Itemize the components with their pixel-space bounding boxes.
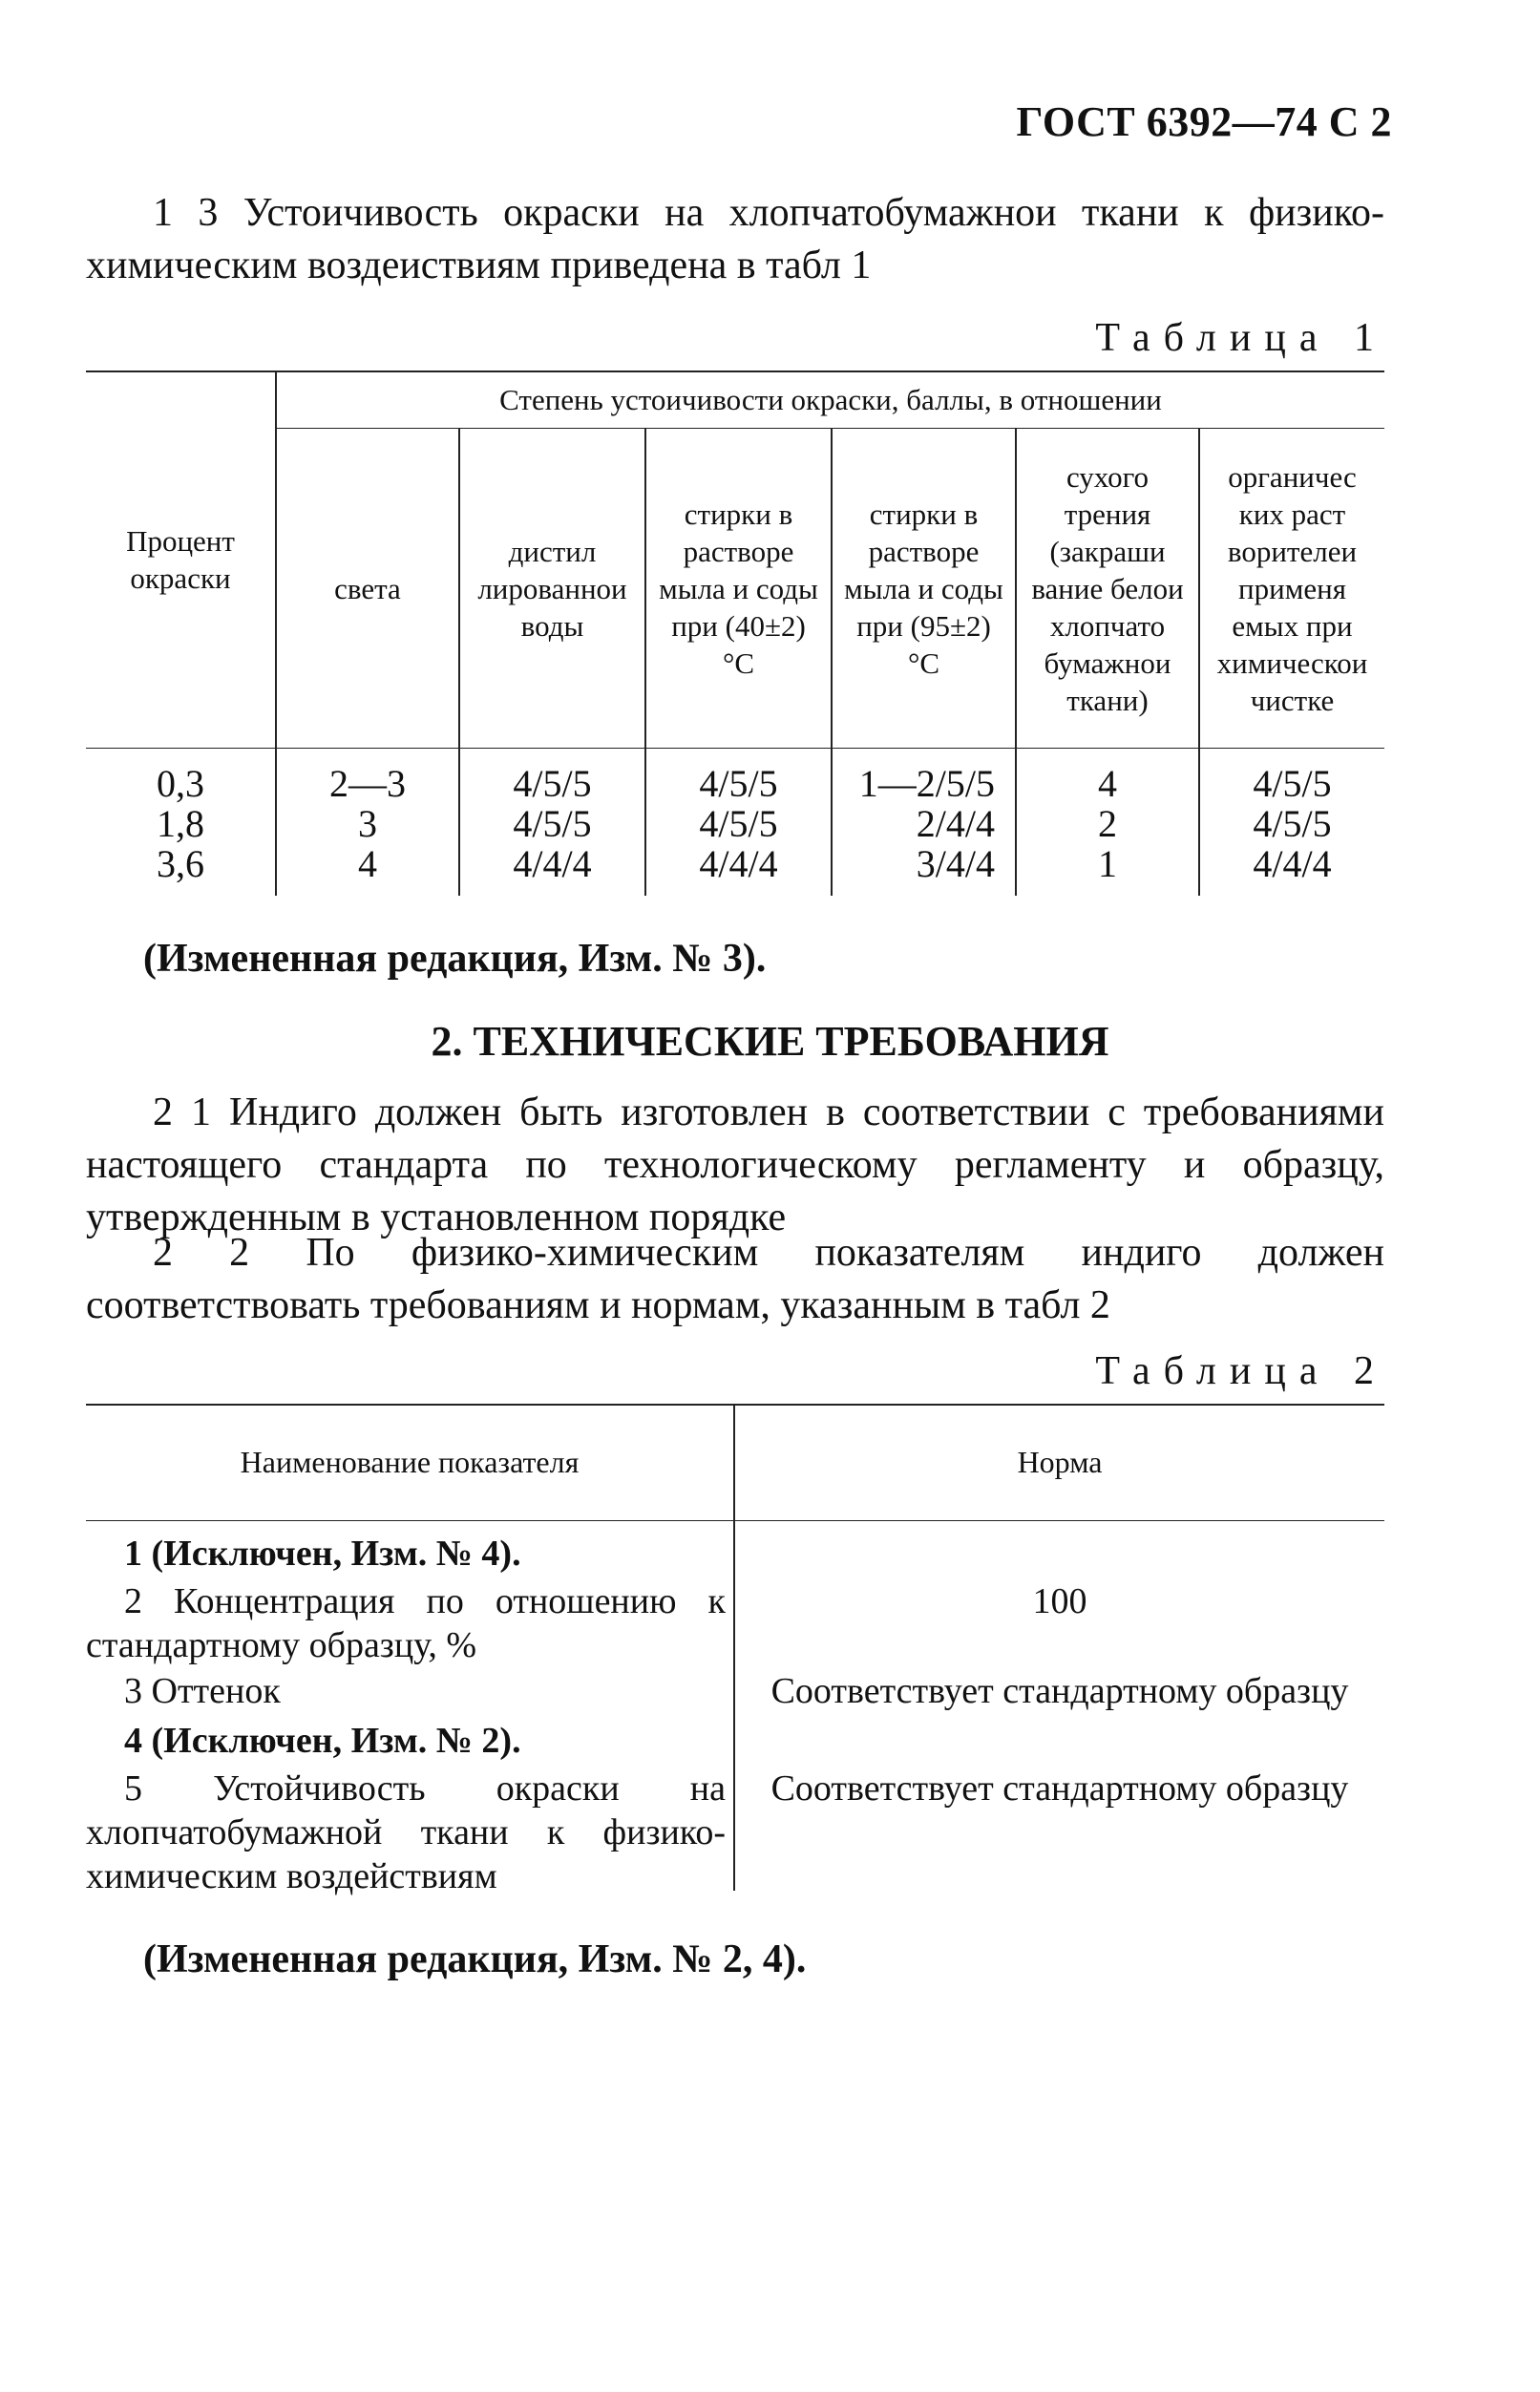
table1-head-percent: Процент окраски <box>126 523 235 595</box>
table2-row-norm: Соответствует стандартному образцу <box>770 1671 1349 1711</box>
table1-cell: 1,8 <box>157 802 204 845</box>
table1-head-light: света <box>334 572 401 605</box>
table1-body <box>86 764 1384 888</box>
table2 <box>86 1404 1384 1896</box>
paragraph-1-3: 1 3 Устоичивость окраски на хлопчатобумажнои ткани к физико-химическим воздеиствиям приведена в табл 1 <box>86 191 1384 287</box>
table1-head-wash95: стирки в растворе мыла и соды при (95±2) °С <box>844 497 1003 680</box>
table1-cell: 2—3 <box>329 762 406 805</box>
table2-row-norm: 100 <box>1032 1581 1087 1621</box>
table1-cell: 4/5/5 <box>1253 762 1332 805</box>
table1 <box>86 370 1384 896</box>
table1-cell: 4 <box>1098 762 1117 805</box>
table2-row-name: 1 (Исключен, Изм. № 4). <box>124 1534 521 1574</box>
table1-head-rubbing: сухого трения (закраши вание белои хлопчато бумажнои ткани) <box>1031 460 1184 717</box>
table1-cell: 3 <box>358 802 377 845</box>
table2-row-name: 4 (Исключен, Изм. № 2). <box>124 1721 521 1761</box>
table1-cell: 4/5/5 <box>699 802 778 845</box>
amendment-note: (Измененная редакция, Изм. № 2, 4). <box>143 1937 807 1981</box>
paragraph-2-2: 2 2 По физико-химическим показателям индиго должен соответствовать требованиям и нормам, указанным в табл 2 <box>86 1231 1384 1327</box>
table1-cell: 4/5/5 <box>513 762 592 805</box>
table1-head-solvents: органичес ких раст ворителеи применя емых при химическои чистке <box>1216 460 1368 717</box>
paragraph-2-1: 2 1 Индиго должен быть изготовлен в соответствии с требованиями настоящего стандарта по технологическому регламенту и образцу, утвержденным в установленном порядке <box>86 1090 1384 1239</box>
table1-cell: 3,6 <box>157 842 204 885</box>
table2-caption: Таблица 2 <box>1095 1349 1387 1393</box>
table1-cell: 4/5/5 <box>513 802 592 845</box>
table1-cell: 2 <box>1098 802 1117 845</box>
table2-row-norm: Соответствует стандартному образцу <box>770 1768 1349 1809</box>
table1-group-rule <box>275 428 1384 429</box>
document-header: ГОСТ 6392—74 С 2 <box>1016 98 1392 145</box>
table1-cell: 4/4/4 <box>1253 842 1332 885</box>
table1-cell: 4 <box>358 842 377 885</box>
table2-row-name: 5 Устойчивость окраски на хлопчатобумажной ткани к физико-химическим воздействиям <box>86 1768 726 1896</box>
table1-cell: 4/5/5 <box>699 762 778 805</box>
table1-head-group: Степень устоичивости окраски, баллы, в отношении <box>499 382 1162 416</box>
table1-cell: 1—2/5/5 <box>858 762 995 805</box>
table2-row-name: 3 Оттенок <box>124 1671 281 1711</box>
table1-head-wash40: стирки в растворе мыла и соды при (40±2) °С <box>659 497 818 680</box>
amendment-note: (Измененная редакция, Изм. № 3). <box>143 937 767 981</box>
table1-cell: 2/4/4 <box>916 802 995 845</box>
table2-header-rule <box>86 1520 1384 1525</box>
table1-cell: 4/4/4 <box>513 842 592 885</box>
table1-header-rule <box>86 748 1384 752</box>
table1-head-water: дистил лированнои воды <box>477 535 627 643</box>
table1-cell: 4/4/4 <box>699 842 778 885</box>
table1-caption: Таблица 1 <box>1095 316 1387 360</box>
table2-head-norm: Норма <box>1017 1444 1103 1479</box>
table2-row-name: 2 Концентрация по отношению к стандартному образцу, % <box>86 1581 726 1665</box>
table1-cell: 4/5/5 <box>1253 802 1332 845</box>
table1-cell: 0,3 <box>157 762 204 805</box>
table1-cell: 3/4/4 <box>916 842 995 885</box>
section-title: 2. ТЕХНИЧЕСКИЕ ТРЕБОВАНИЯ <box>431 1018 1109 1065</box>
table2-head-name: Наименование показателя <box>240 1444 580 1479</box>
table1-cell: 1 <box>1098 842 1117 885</box>
